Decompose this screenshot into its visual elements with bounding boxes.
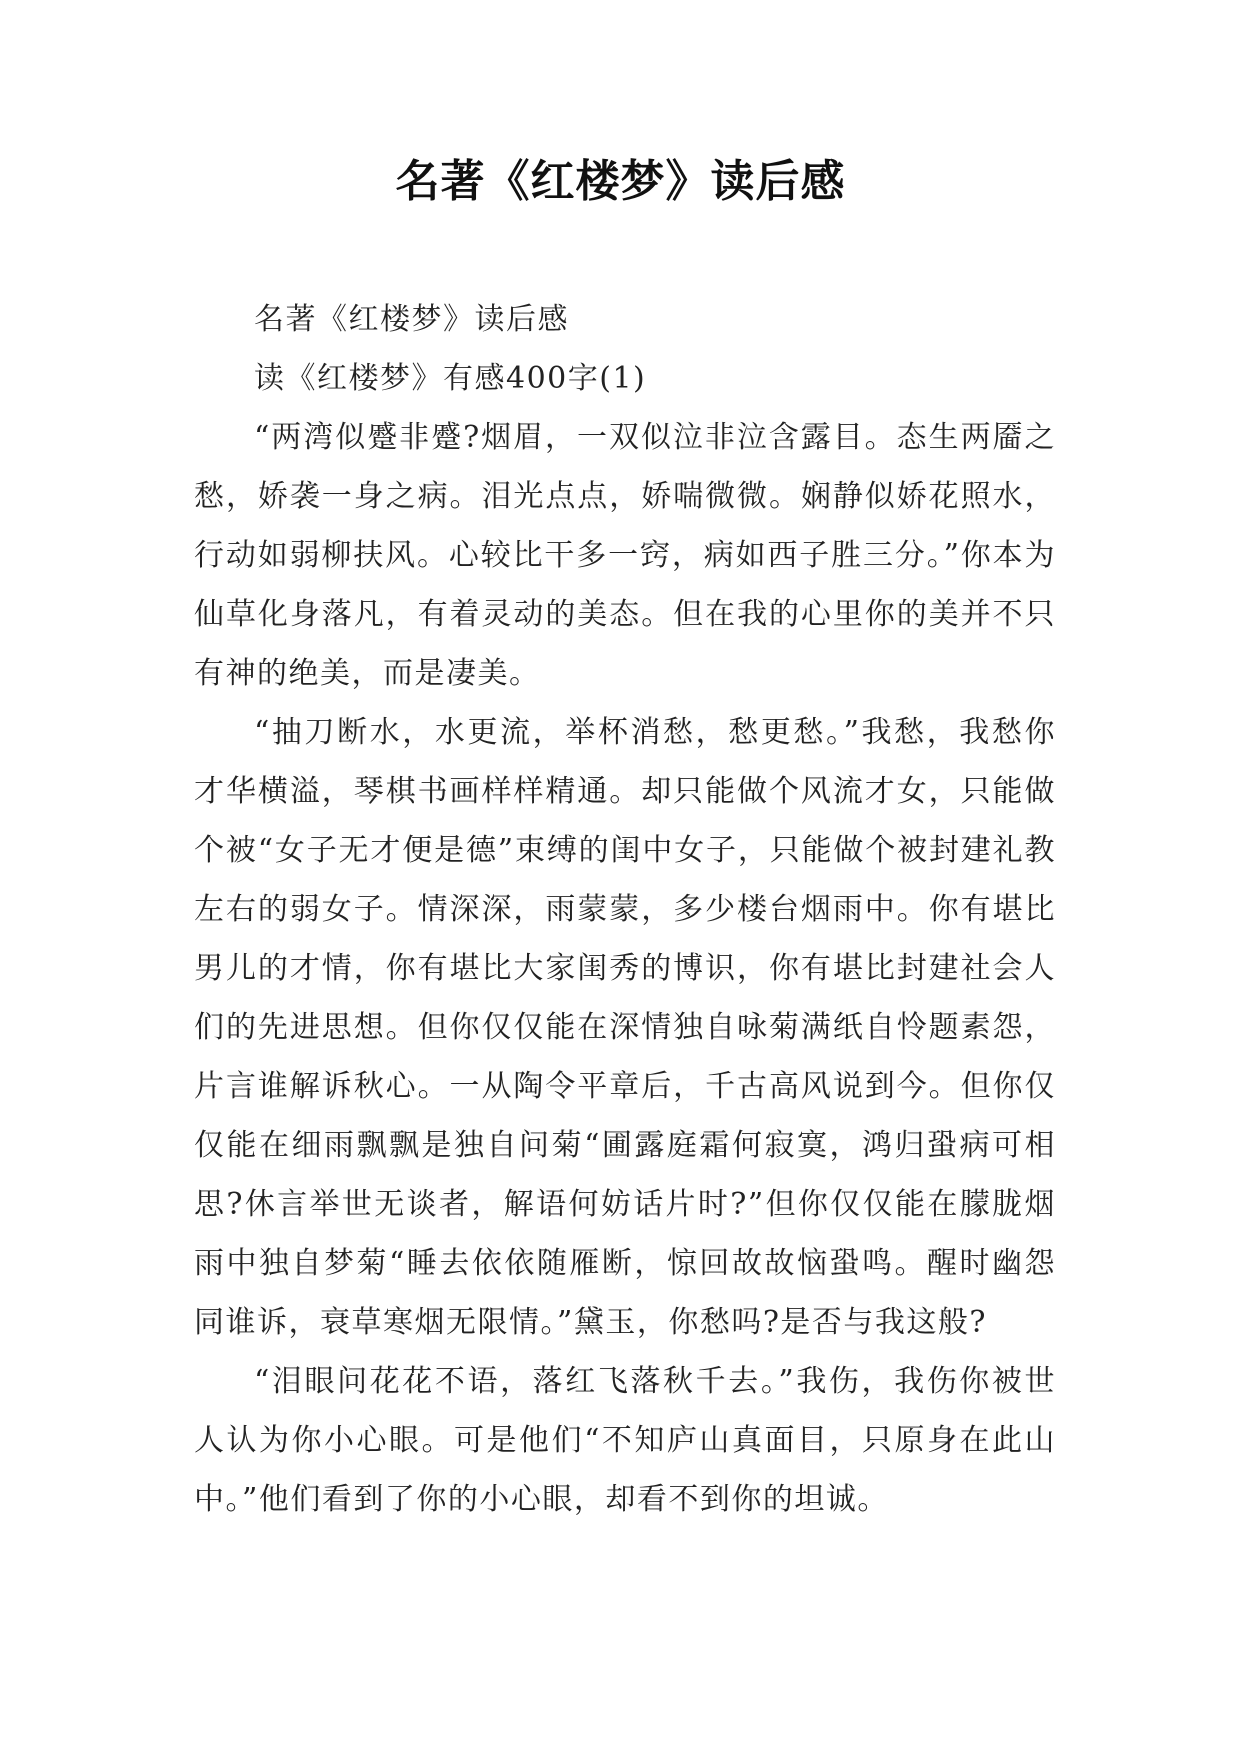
document-title: 名著《红楼梦》读后感	[395, 156, 846, 207]
paragraph: “泪眼问花花不语，落红飞落秋千去。”我伤，我伤你被世人认为你小心眼。可是他们“不知庐山真面目，只原身在此山中。”他们看到了你的小心眼，却看不到你的坦诚。	[194, 1364, 1056, 1517]
paragraph-subheading: 读《红楼梦》有感400字(1)	[254, 361, 647, 396]
paragraph: “两湾似蹙非蹙?烟眉，一双似泣非泣含露目。态生两靥之愁，娇袭一身之病。泪光点点，娇喘微微。娴静似娇花照水，行动如弱柳扶风。心较比干多一窍，病如西子胜三分。”你本为仙草化身落凡，有着灵动的美态。但在我的心里你的美并不只有神的绝美，而是凄美。	[194, 420, 1056, 691]
paragraph-heading: 名著《红楼梦》读后感	[254, 302, 569, 337]
paragraph: “抽刀断水，水更流，举杯消愁，愁更愁。”我愁，我愁你才华横溢，琴棋书画样样精通。却只能做个风流才女，只能做个被“女子无才便是德”束缚的闺中女子，只能做个被封建礼教左右的弱女子。情深深，雨蒙蒙，多少楼台烟雨中。你有堪比男儿的才情，你有堪比大家闺秀的博识，你有堪比封建社会人们的先进思想。但你仅仅能在深情独自咏菊满纸自怜题素怨，片言谁解诉秋心。一从陶令平章后，千古高风说到今。但你仅仅能在细雨飘飘是独自问菊“圃露庭霜何寂寞，鸿归蛩病可相思?休言举世无谈者，解语何妨话片时?”但你仅仅能在朦胧烟雨中独自梦菊“睡去依依随雁断，惊回故故恼蛩鸣。醒时幽怨同谁诉，衰草寒烟无限情。”黛玉，你愁吗?是否与我这般?	[194, 715, 1056, 1340]
document-body	[194, 290, 1056, 1529]
